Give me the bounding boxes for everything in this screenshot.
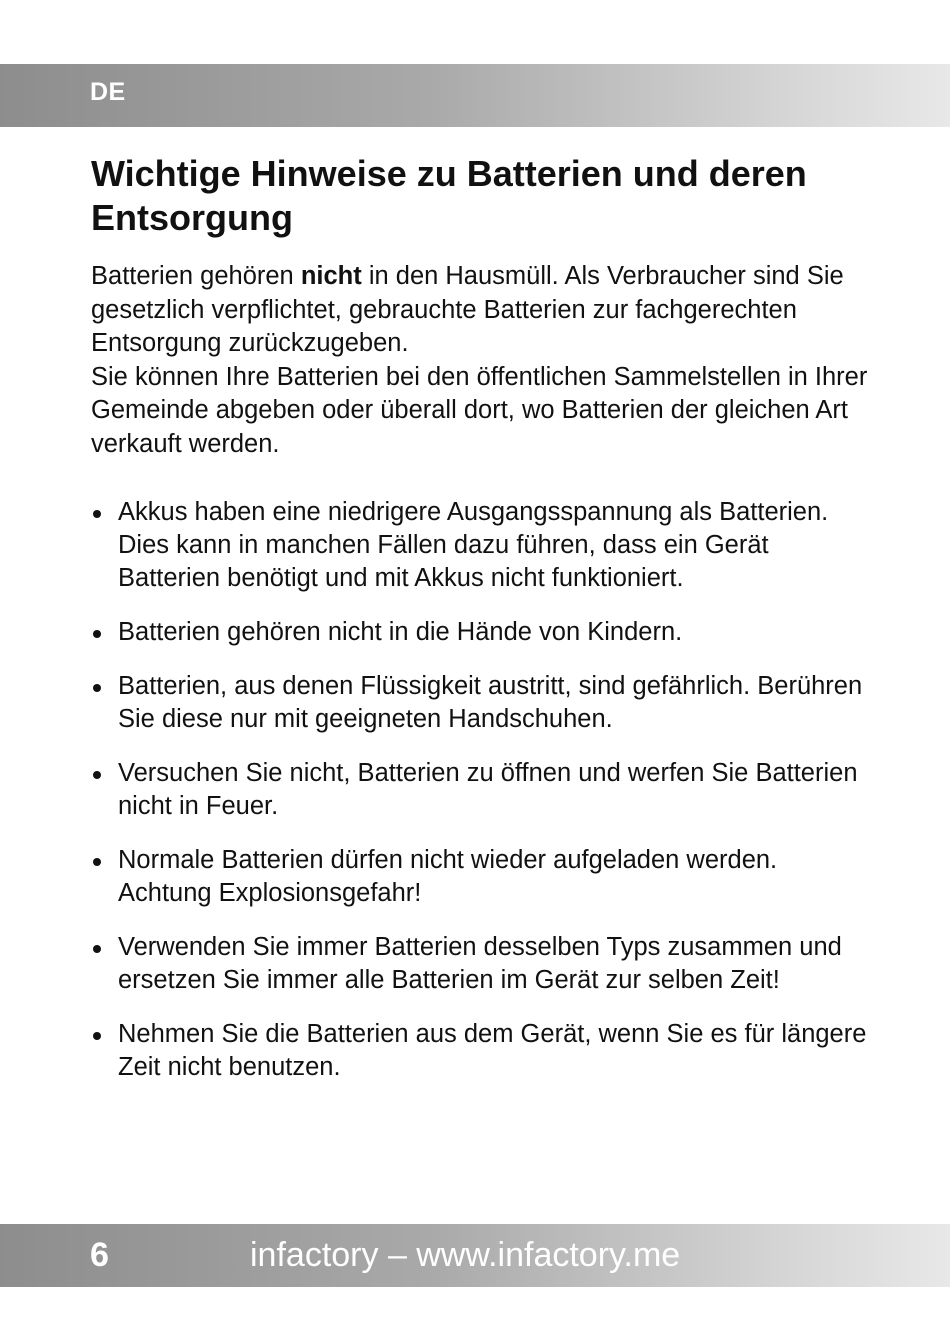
intro-text-start: Batterien gehören — [91, 262, 301, 290]
list-item — [91, 844, 871, 910]
bullet-icon — [93, 771, 101, 779]
header-band — [0, 64, 950, 127]
list-item — [91, 757, 871, 823]
footer-website: infactory – www.infactory.me — [250, 1236, 681, 1274]
list-item — [91, 670, 871, 736]
list-item — [91, 1018, 871, 1084]
bullet-icon — [93, 945, 101, 953]
list-item-text: Nehmen Sie die Batterien aus dem Gerät, wenn Sie es für längere Zeit nicht benutzen. — [118, 1020, 867, 1081]
footer-band — [0, 1224, 950, 1287]
list-item — [91, 496, 871, 595]
list-item-text: Batterien, aus denen Flüssigkeit austritt, sind gefährlich. Berühren Sie diese nur mit geeigneten Handschuhen. — [118, 672, 863, 733]
list-item-text: Akkus haben eine niedrigere Ausgangsspannung als Batterien. Dies kann in manchen Fällen dazu führen, dass ein Gerät Batterien benötigt und mit Akkus nicht funktioniert. — [118, 498, 829, 592]
list-item-text: Versuchen Sie nicht, Batterien zu öffnen und werfen Sie Batterien nicht in Feuer. — [118, 759, 858, 820]
bullet-icon — [93, 510, 101, 518]
bullet-icon — [93, 630, 101, 638]
intro-text-collection: Sie können Ihre Batterien bei den öffentlichen Sammelstellen in Ihrer Gemeinde abgeben oder überall dort, wo Batterien der gleichen Art verkauft werden. — [91, 362, 868, 458]
intro-emphasis: nicht — [300, 262, 362, 290]
main-content — [91, 152, 871, 1105]
language-label: DE — [90, 78, 126, 106]
safety-list — [91, 496, 871, 1084]
intro-paragraph — [91, 260, 871, 461]
bullet-icon — [93, 1032, 101, 1040]
bullet-icon — [93, 684, 101, 692]
list-item-text: Batterien gehören nicht in die Hände von Kindern. — [118, 618, 683, 646]
list-item — [91, 931, 871, 997]
intro-text-rest: in den Hausmüll. Als Verbraucher sind Sie gesetzlich verpflichtet, gebrauchte Batterien zur fachgerechten Entsorgung zurückzugeben. — [91, 262, 844, 357]
page-number: 6 — [90, 1236, 109, 1274]
page-title: Wichtige Hinweise zu Batterien und deren Entsorgung — [91, 153, 807, 238]
list-item-text: Normale Batterien dürfen nicht wieder aufgeladen werden. Achtung Explosionsgefahr! — [118, 846, 778, 907]
list-item — [91, 616, 871, 649]
bullet-icon — [93, 858, 101, 866]
list-item-text: Verwenden Sie immer Batterien desselben Typs zusammen und ersetzen Sie immer alle Batterien im Gerät zur selben Zeit! — [118, 933, 842, 994]
